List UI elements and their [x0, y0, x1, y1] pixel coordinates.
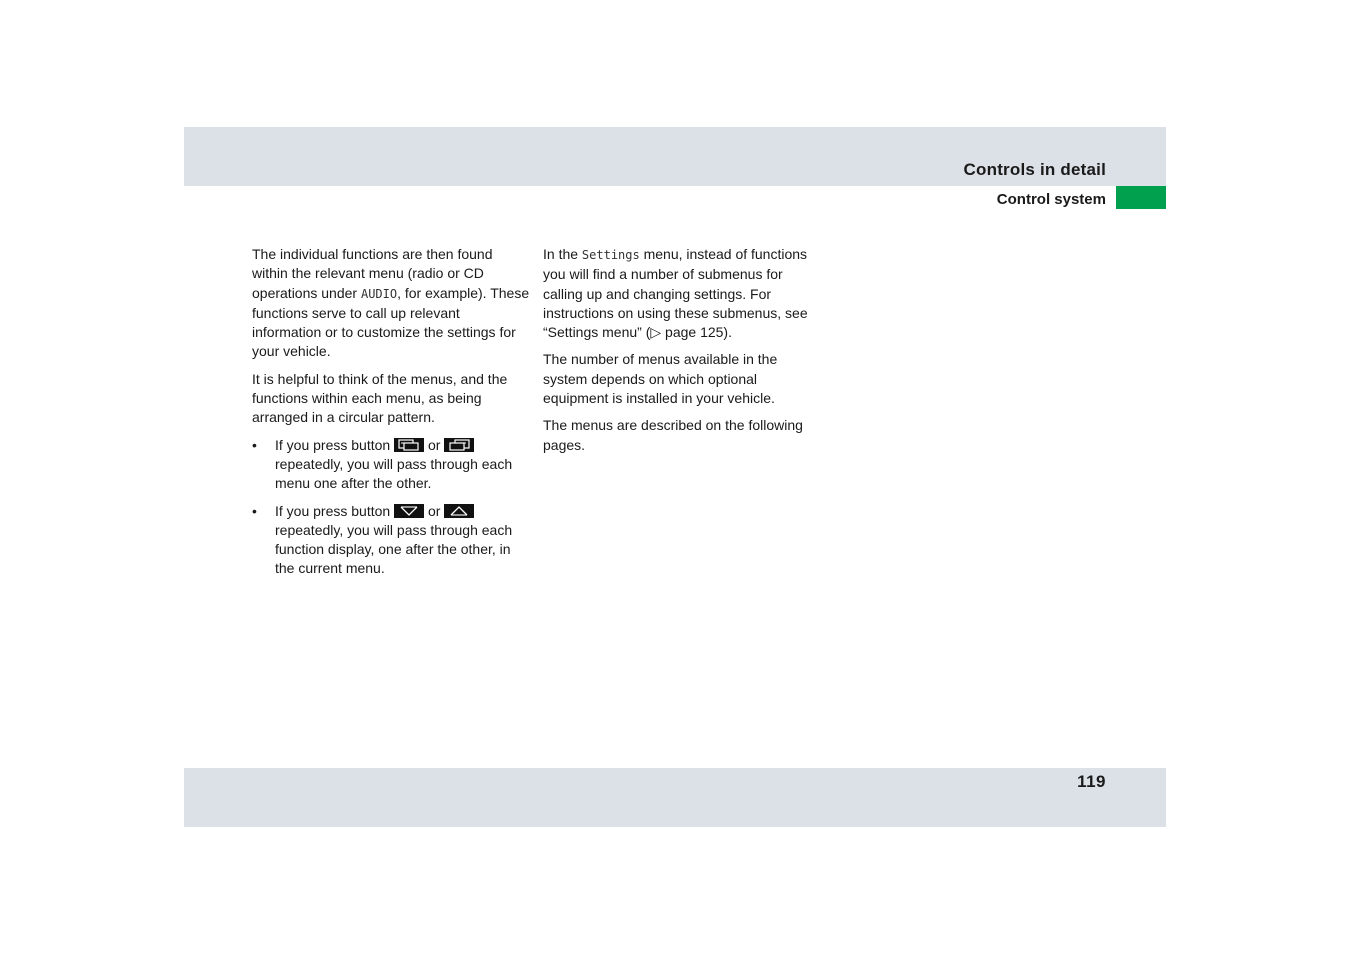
right-column: [543, 245, 823, 463]
list-item: [252, 502, 530, 579]
paragraph-text: , for example). These functions serve to call up relevant information or to customize the settings for your vehicle.: [252, 284, 530, 360]
section-title: Controls in detail: [963, 160, 1106, 179]
menu-next-icon: [394, 438, 424, 452]
subsection-title: Control system: [996, 191, 1106, 208]
page-number: 119: [1077, 772, 1106, 791]
section-tab-marker: [1116, 186, 1166, 209]
paragraph: [543, 245, 823, 342]
list-item: [252, 436, 530, 494]
left-column: [252, 245, 530, 587]
bullet-text-or: or: [427, 436, 441, 453]
menu-prev-icon: [444, 438, 474, 452]
paragraph-text: The individual functions are then found within the relevant menu (radio or CD operations under: [252, 246, 493, 301]
paragraph-text: In the: [543, 246, 582, 262]
paragraph: The number of menus available in the system depends on which optional equipment is installed in your vehicle.: [543, 351, 778, 407]
bullet-dot: •: [252, 502, 257, 519]
arrow-down-icon: [394, 504, 424, 518]
arrow-up-icon: [444, 504, 474, 518]
bullet-text: repeatedly, you will pass through each function display, one after the other, in the current menu.: [275, 521, 513, 577]
paragraph: [252, 245, 530, 362]
settings-menu-name: Settings: [581, 248, 640, 262]
bullet-text: If you press button: [275, 436, 391, 453]
paragraph: It is helpful to think of the menus, and the functions within each menu, as being arranged in a circular pattern.: [252, 370, 508, 426]
paragraph-text: menu, instead of functions you will find a number of submenus for calling up and changing settings. For instructions on using these submenus, see “Settings menu” (▷ page 125).: [543, 246, 808, 341]
footer-band: [184, 768, 1166, 827]
bullet-text: If you press button: [275, 502, 391, 519]
paragraph: The menus are described on the following pages.: [543, 417, 803, 453]
bullet-text: repeatedly, you will pass through each menu one after the other.: [275, 455, 513, 492]
bullet-dot: •: [252, 436, 257, 453]
bullet-text-or: or: [427, 502, 441, 519]
audio-menu-name: AUDIO: [360, 286, 398, 301]
